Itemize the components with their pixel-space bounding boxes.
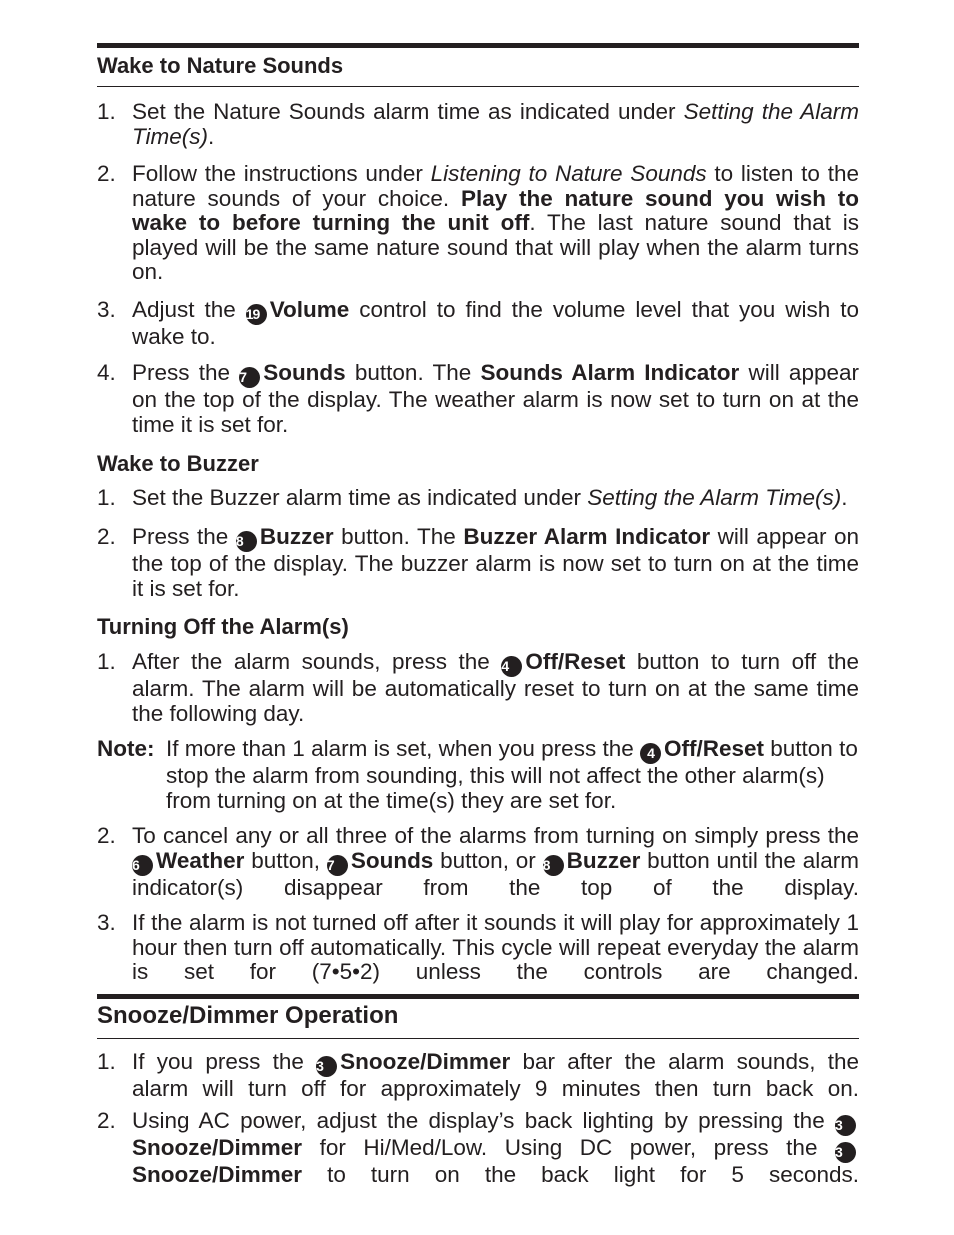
list-item: 2. To cancel any or all three of the alarms from turning on simply press the 6 Weather button, 7 Sounds button, or 8 Buzzer button until the alarm indicator(s) disappear from the top of the display.: [97, 823, 859, 900]
section-rule-thick: [97, 994, 859, 999]
item-number: 3.: [97, 910, 116, 935]
list-item: 2. Using AC power, adjust the display’s back lighting by pressing the 3Snooze/Dimmer for Hi/Med/Low. Using DC power, press the 3Snooze/Dimmer to turn on the back light for 5 seconds.: [97, 1108, 859, 1187]
control-number-badge: 3: [316, 1056, 337, 1077]
note-label: Note:: [97, 736, 155, 761]
heading-snooze-dimmer: Snooze/Dimmer Operation: [97, 1002, 399, 1029]
section-rule-thick: [97, 43, 859, 48]
item-number: 2.: [97, 1108, 116, 1133]
item-number: 2.: [97, 823, 116, 848]
control-number-badge: 4: [501, 656, 522, 677]
list-item: 3. If the alarm is not turned off after it sounds it will play for approximately 1 hour then turn off automatically. This cycle will repeat everyday the alarm is set for (7•5•2) unless the controls are changed.: [97, 910, 859, 985]
item-number: 2.: [97, 161, 116, 186]
control-number-badge: 19: [246, 304, 267, 325]
item-number: 1.: [97, 1049, 116, 1074]
item-number: 1.: [97, 485, 116, 510]
control-number-badge: 8: [543, 855, 564, 876]
list-item: 3. Adjust the 19 Volume control to find the volume level that you wish to wake to.: [97, 297, 859, 349]
list-item: 1. Set the Nature Sounds alarm time as indicated under Setting the Alarm Time(s).: [97, 99, 859, 149]
list-item: 1. After the alarm sounds, press the 4 Off/Reset button to turn off the alarm. The alarm will be automatically reset to turn on at the same time the following day.: [97, 649, 859, 726]
control-number-badge: 3: [835, 1115, 856, 1136]
item-number: 4.: [97, 360, 116, 385]
section-rule-thin: [97, 1038, 859, 1039]
control-number-badge: 8: [236, 531, 257, 552]
section-rule-thin: [97, 86, 859, 87]
control-number-badge: 4: [640, 743, 661, 764]
item-number: 1.: [97, 649, 116, 674]
note-block: Note: If more than 1 alarm is set, when you press the 4 Off/Reset button to stop the alarm from sounding, this will not affect the other alarm(s) from turning on at the time(s) they are set for.: [97, 736, 858, 813]
list-item: 1. Set the Buzzer alarm time as indicated under Setting the Alarm Time(s).: [97, 485, 848, 510]
control-number-badge: 3: [835, 1142, 856, 1163]
control-number-badge: 7: [327, 855, 348, 876]
control-number-badge: 6: [132, 855, 153, 876]
heading-turning-off: Turning Off the Alarm(s): [97, 614, 349, 639]
list-item: 2. Press the 8 Buzzer button. The Buzzer Alarm Indicator will appear on the top of the display. The buzzer alarm is now set to turn on at the time it is set for.: [97, 524, 860, 601]
list-item: 4. Press the 7 Sounds button. The Sounds Alarm Indicator will appear on the top of the display. The weather alarm is now set to turn on at the time it is set for.: [97, 360, 859, 437]
list-item: 2. Follow the instructions under Listening to Nature Sounds to listen to the nature sounds of your choice. Play the nature sound you wish to wake to before turning the unit off. The last nature sound that is played will be the same nature sound that will play when the alarm turns on.: [97, 161, 860, 285]
control-number-badge: 7: [239, 367, 260, 388]
item-number: 1.: [97, 99, 116, 124]
list-item: 1. If you press the 3 Snooze/Dimmer bar after the alarm sounds, the alarm will turn off for approximately 9 minutes then turn back on.: [97, 1049, 860, 1101]
heading-wake-nature: Wake to Nature Sounds: [97, 53, 344, 78]
item-number: 3.: [97, 297, 116, 322]
item-number: 2.: [97, 524, 116, 549]
heading-wake-buzzer: Wake to Buzzer: [97, 451, 259, 476]
